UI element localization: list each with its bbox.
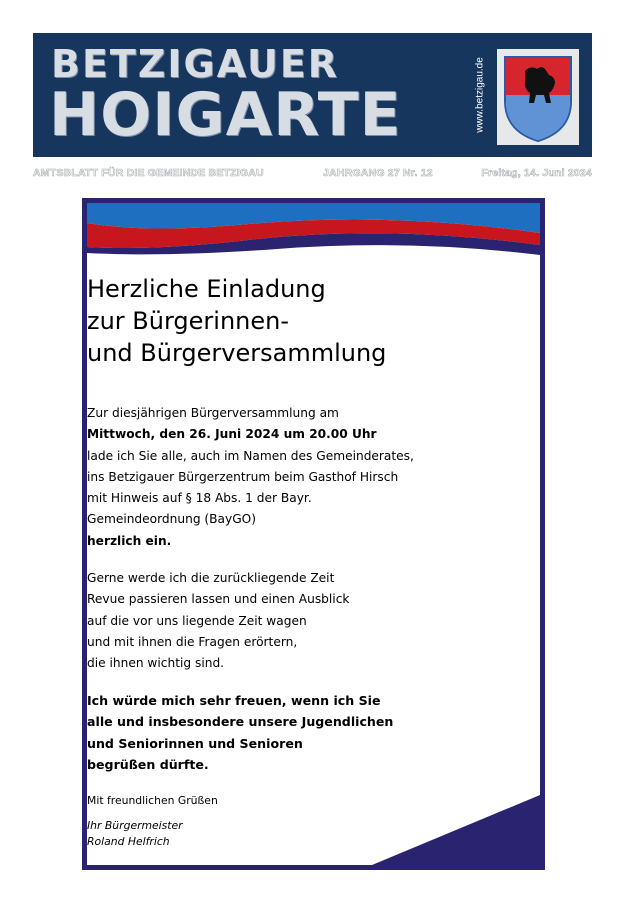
paragraph-line: Zur diesjährigen Bürgerversammlung am <box>87 406 339 420</box>
invitation-flyer <box>82 198 545 870</box>
paragraph-line: mit Hinweis auf § 18 Abs. 1 der Bayr. <box>87 491 312 506</box>
invitation-title <box>87 273 540 369</box>
paragraph-line: Gemeindeordnung (BayGO) <box>87 512 257 527</box>
paragraph-line: Gerne werde ich die zurückliegende Zeit <box>87 571 335 585</box>
title-line: zur Bürgerinnen- <box>87 307 290 335</box>
masthead-banner <box>33 33 592 157</box>
signature-name: Roland Helfrich <box>87 835 170 848</box>
masthead-url[interactable]: www.betzigau.de <box>474 57 486 133</box>
masthead-title-line1: BETZIGAUER <box>51 42 340 86</box>
title-line: Herzliche Einladung <box>87 275 326 303</box>
paragraph-line: die ihnen wichtig sind. <box>87 656 225 671</box>
paragraph-line: Revue passieren lassen und einen Ausblick <box>87 592 350 607</box>
publication-label: AMTSBLATT FÜR DIE GEMEINDE BETZIGAU <box>33 167 264 179</box>
issue-date: Freitag, 14. Juni 2024 <box>481 167 592 179</box>
issue-number: JAHRGANG 27 Nr. 12 <box>323 167 433 179</box>
invitation-paragraph-1 <box>87 403 540 552</box>
paragraph-line: Ich würde mich sehr freuen, wenn ich Sie <box>87 693 381 708</box>
meeting-date: Mittwoch, den 26. Juni 2024 um 20.00 Uhr <box>87 427 377 442</box>
paragraph-line: ins Betzigauer Bürgerzentrum beim Gasthof Hirsch <box>87 469 399 484</box>
signature-role: Ihr Bürgermeister <box>87 819 183 832</box>
paragraph-line: und Seniorinnen und Senioren <box>87 735 303 751</box>
paragraph-line: begrüßen dürfte. <box>87 756 209 772</box>
closing-greeting: Mit freundlichen Grüßen <box>87 794 218 807</box>
paragraph-line: herzlich ein. <box>87 533 172 548</box>
paragraph-line: alle und insbesondere unsere Jugendlichen <box>87 714 394 730</box>
invitation-paragraph-3 <box>87 690 540 775</box>
paragraph-line: und mit ihnen die Fragen erörtern, <box>87 634 298 649</box>
paragraph-line: lade ich Sie alle, auch im Namen des Gemeinderates, <box>87 448 414 463</box>
masthead-title-line2: HOIGARTE <box>49 80 402 150</box>
title-line: und Bürgerversammlung <box>87 339 387 367</box>
signature <box>87 818 540 850</box>
paragraph-line: auf die vor uns liegende Zeit wagen <box>87 613 307 628</box>
coat-of-arms-icon <box>497 49 579 145</box>
invitation-paragraph-2 <box>87 568 540 674</box>
